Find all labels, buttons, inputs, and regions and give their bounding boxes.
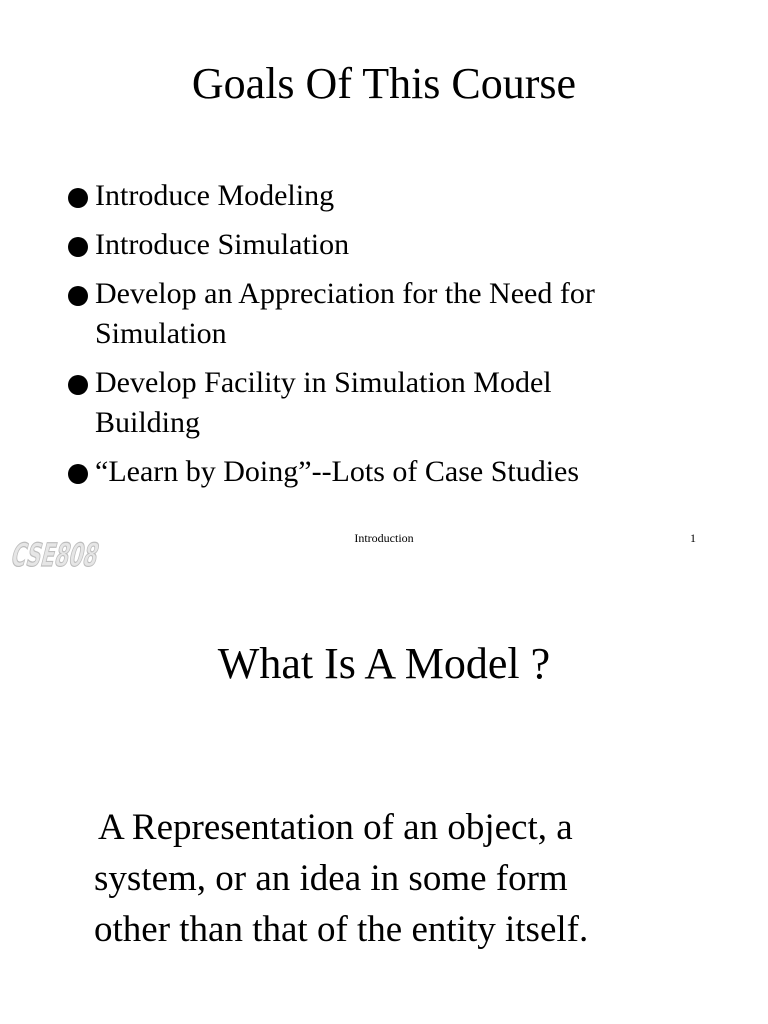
bullet-text: Develop Facility in Simulation Model	[95, 366, 552, 399]
bullet-text: Introduce Modeling	[95, 179, 335, 212]
page-number: 1	[690, 531, 696, 545]
bullet-item	[66, 225, 726, 265]
definition-line: other than that of the entity itself.	[94, 909, 589, 950]
definition-line: A Representation of an object, a	[98, 807, 573, 848]
bullet-text: Introduce Simulation	[95, 228, 350, 261]
bullet-dot-icon	[68, 286, 88, 306]
bullet-text: Develop an Appreciation for the Need for	[95, 277, 595, 310]
definition-line: system, or an idea in some form	[94, 858, 568, 899]
footer-label: Introduction	[354, 531, 414, 545]
definition-text	[94, 802, 734, 955]
bullet-item	[66, 274, 726, 354]
bullet-item	[66, 176, 726, 216]
bullet-text-continuation: Building	[95, 406, 201, 439]
bullet-dot-icon	[68, 375, 88, 395]
bullet-item	[66, 363, 726, 443]
slide-title: What Is A Model ?	[217, 639, 551, 688]
bullet-dot-icon	[68, 237, 88, 257]
slide-what-is-model	[0, 580, 768, 1024]
bullet-text-continuation: Simulation	[95, 317, 227, 350]
bullet-dot-icon	[68, 188, 88, 208]
logo-text: CSE808	[7, 536, 153, 574]
bullet-item	[66, 452, 726, 492]
slide-title: Goals Of This Course	[191, 59, 577, 108]
bullet-dot-icon	[68, 464, 88, 484]
bullet-text: “Learn by Doing”--Lots of Case Studies	[95, 455, 580, 488]
bullet-list	[66, 176, 726, 501]
